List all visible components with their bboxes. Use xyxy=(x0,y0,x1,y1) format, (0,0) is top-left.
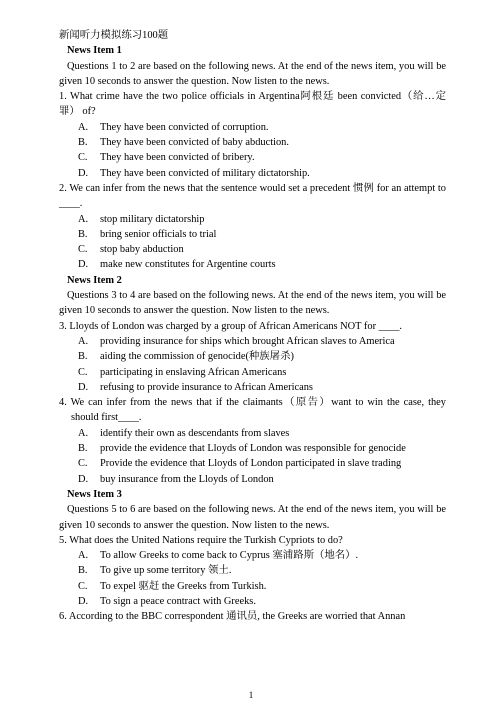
option-text: bring senior officials to trial xyxy=(100,228,217,240)
option-text: buy insurance from the Lloyds of London xyxy=(100,473,274,485)
option-text: They have been convicted of baby abduction. xyxy=(100,137,289,149)
option-text: They have been convicted of corruption. xyxy=(100,121,269,133)
question-5-option-b xyxy=(78,563,446,578)
option-letter: C. xyxy=(78,366,88,378)
option-letter: D. xyxy=(78,381,89,393)
option-letter: A. xyxy=(78,550,89,562)
news-item-3-title: News Item 3 xyxy=(67,488,122,500)
question-4-option-d xyxy=(78,472,446,487)
option-letter: A. xyxy=(78,335,89,347)
option-text: Provide the evidence that Lloyds of London participated in slave trading xyxy=(100,458,402,470)
option-letter: D. xyxy=(78,259,89,271)
page-number: 1 xyxy=(248,690,254,700)
question-4-option-a xyxy=(78,426,446,441)
option-text: providing insurance for ships which brought African slaves to America xyxy=(100,335,395,347)
question-3-option-a xyxy=(78,334,446,349)
option-text: stop baby abduction xyxy=(100,244,184,256)
option-letter: B. xyxy=(78,228,88,240)
question-2-option-b xyxy=(78,227,446,242)
option-text: aiding the commission of genocide(种族屠杀) xyxy=(100,351,294,363)
news-item-1-instructions: Questions 1 to 2 are based on the following news. At the end of the news item, you will be given 10 seconds to answer the question. Now listen to the news. xyxy=(59,60,446,87)
question-1: 1. What crime have the two police officials in Argentina阿根廷 been convicted（给…定罪） of? xyxy=(59,91,446,118)
question-2-option-a xyxy=(78,212,446,227)
option-letter: B. xyxy=(78,351,88,363)
option-text: To expel 驱赶 the Greeks from Turkish. xyxy=(100,580,267,592)
document-title: 新闻听力模拟练习100题 xyxy=(59,30,169,41)
question-5-option-c xyxy=(78,579,446,594)
news-item-2-title: News Item 2 xyxy=(67,274,122,286)
option-text: identify their own as descendants from slaves xyxy=(100,427,290,439)
option-letter: C. xyxy=(78,580,88,592)
option-letter: B. xyxy=(78,137,88,149)
option-letter: A. xyxy=(78,213,89,225)
option-text: To give up some territory 领土. xyxy=(100,565,232,577)
news-item-1-title: News Item 1 xyxy=(67,45,122,57)
option-letter: C. xyxy=(78,244,88,256)
option-text: participating in enslaving African Americans xyxy=(100,366,287,378)
option-letter: B. xyxy=(78,443,88,455)
option-text: They have been convicted of military dictatorship. xyxy=(100,167,310,179)
option-text: make new constitutes for Argentine courts xyxy=(100,259,276,271)
question-5-option-a xyxy=(78,548,446,563)
option-letter: B. xyxy=(78,565,88,577)
question-1-option-c xyxy=(78,150,446,165)
question-4: 4. We can infer from the news that if the claimants（原告）want to win the case, they should first____. xyxy=(59,397,446,424)
question-2-option-d xyxy=(78,257,446,272)
question-4-option-b xyxy=(78,441,446,456)
question-4-option-c xyxy=(78,456,446,471)
option-letter: A. xyxy=(78,427,89,439)
option-letter: A. xyxy=(78,121,89,133)
option-text: To sign a peace contract with Greeks. xyxy=(100,595,256,607)
option-letter: C. xyxy=(78,152,88,164)
news-item-3-instructions: Questions 5 to 6 are based on the following news. At the end of the news item, you will be given 10 seconds to answer the question. Now listen to the news. xyxy=(59,504,446,531)
question-6: 6. According to the BBC correspondent 通讯员, the Greeks are worried that Annan xyxy=(59,611,406,623)
question-3-option-b xyxy=(78,349,446,364)
option-text: provide the evidence that Lloyds of London was responsible for genocide xyxy=(100,443,406,455)
option-letter: D. xyxy=(78,595,89,607)
news-item-2-instructions: Questions 3 to 4 are based on the following news. At the end of the news item, you will be given 10 seconds to answer the question. Now listen to the news. xyxy=(59,290,446,317)
option-letter: C. xyxy=(78,458,88,470)
question-2: 2. We can infer from the news that the sentence would set a precedent 惯例 for an attempt to ____. xyxy=(59,182,446,210)
option-text: They have been convicted of bribery. xyxy=(100,152,255,164)
question-1-option-b xyxy=(78,135,446,150)
option-letter: D. xyxy=(78,473,89,485)
question-3-option-c xyxy=(78,365,446,380)
option-letter: D. xyxy=(78,167,89,179)
option-text: stop military dictatorship xyxy=(100,213,205,225)
question-2-option-c xyxy=(78,242,446,257)
question-5-option-d xyxy=(78,594,446,609)
option-text: refusing to provide insurance to African Americans xyxy=(100,381,313,393)
question-3-option-d xyxy=(78,380,446,395)
question-5: 5. What does the United Nations require the Turkish Cypriots to do? xyxy=(59,534,343,546)
question-1-option-d xyxy=(78,166,446,181)
question-1-option-a xyxy=(78,120,446,135)
question-3: 3. Lloyds of London was charged by a group of African Americans NOT for ____. xyxy=(59,320,403,332)
option-text: To allow Greeks to come back to Cyprus 塞浦路斯（地名）. xyxy=(100,550,359,562)
